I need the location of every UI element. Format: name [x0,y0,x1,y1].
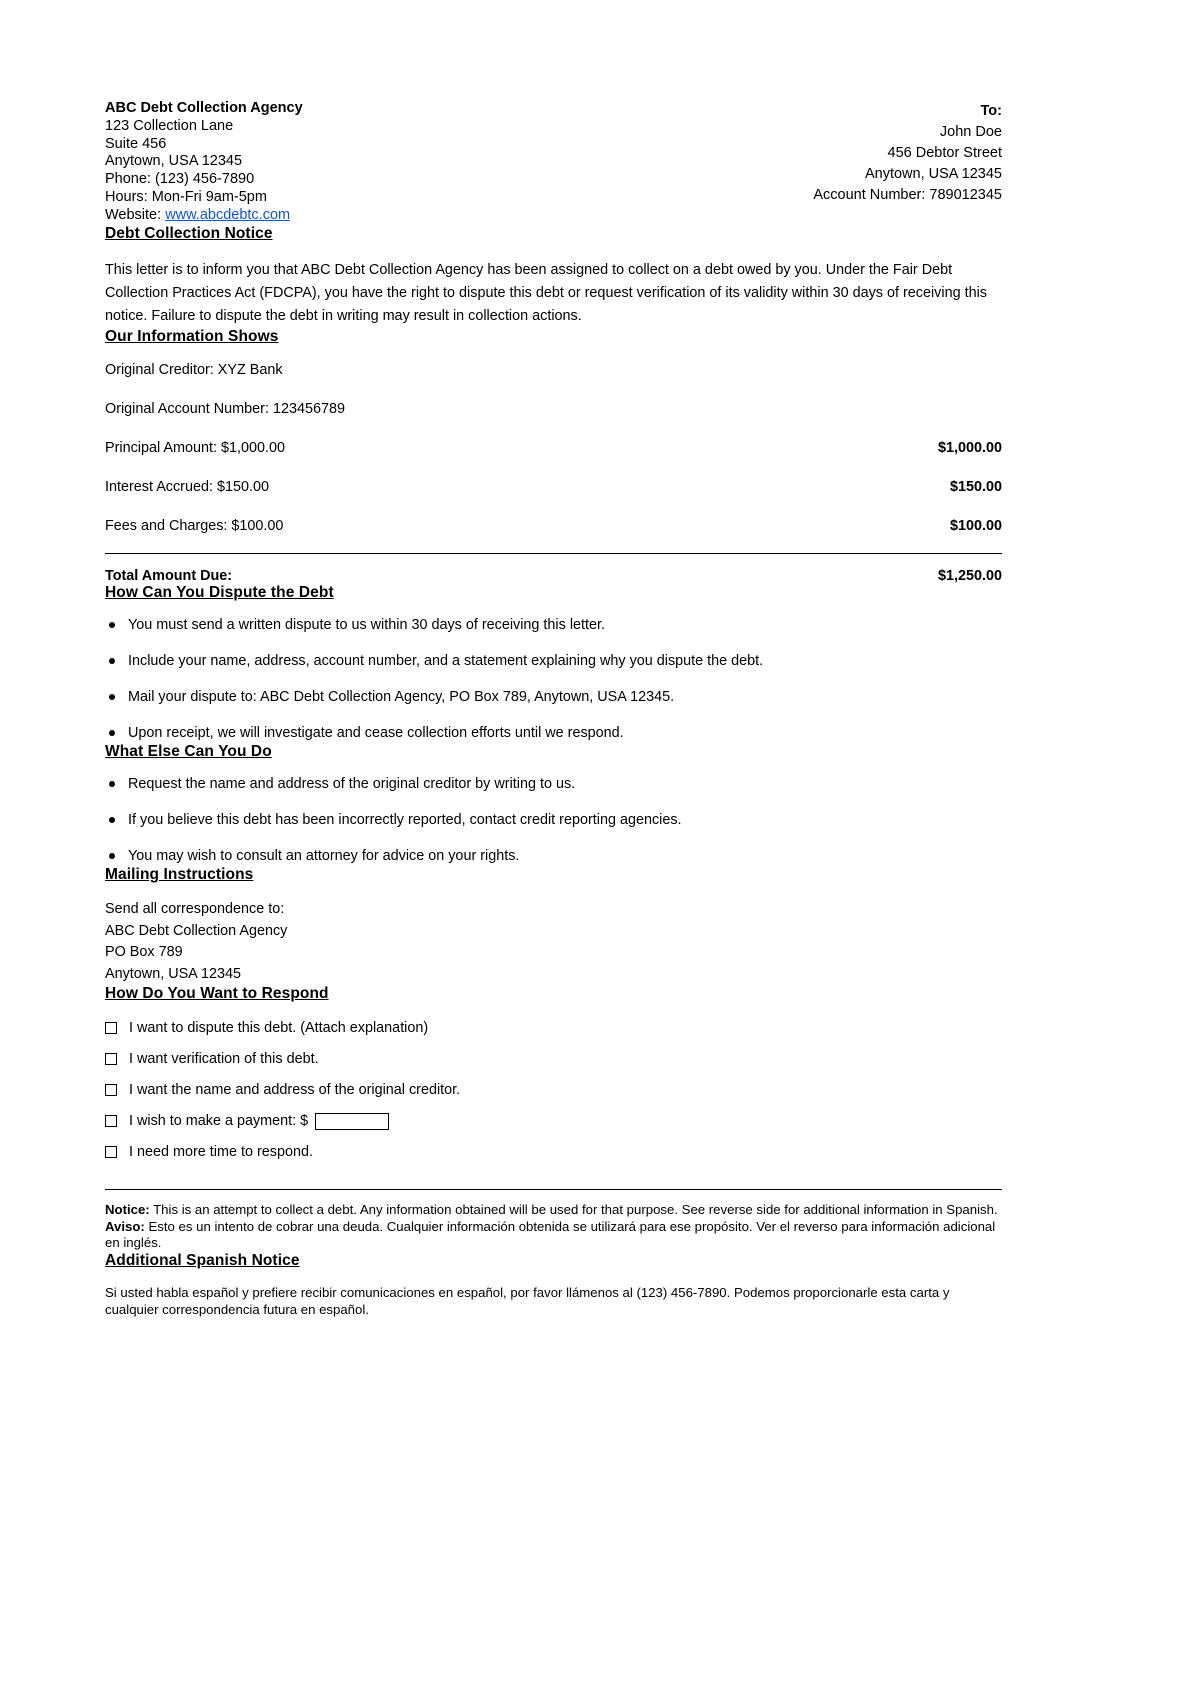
sender-phone: Phone: (123) 456-7890 [105,171,255,188]
respond-option-label: I want to dispute this debt. (Attach explanation) [129,1020,429,1037]
footer-notice-lead: Notice: [105,1202,150,1218]
website-link[interactable]: www.abcdebtc.com [165,206,291,223]
recipient-street: 456 Debtor Street [887,145,1002,161]
information-row-label: Original Account Number: 123456789 [105,401,345,418]
mailing-address-block [105,899,1002,985]
list-item-text: Upon receipt, we will investigate and cease collection efforts until we respond. [128,725,624,742]
information-row-label: Original Creditor: XYZ Bank [105,362,283,379]
information-row-amount: $1,000.00 [937,440,1002,457]
information-row [105,477,1002,497]
list-item-text: If you believe this debt has been incorrectly reported, contact credit reporting agencies. [128,812,682,829]
what-else-bullet-list [105,774,1002,866]
information-row-label: Fees and Charges: $100.00 [105,518,284,535]
total-amount-due-value: $1,250.00 [937,568,1002,585]
bullet-dot-icon [109,730,115,736]
mailing-line-3: PO Box 789 [105,944,183,961]
list-item-text: You must send a written dispute to us within 30 days of receiving this letter. [128,617,606,634]
respond-option-more-time[interactable] [105,1143,1002,1161]
respond-option-label: I need more time to respond. [129,1144,313,1161]
recipient-address-block [813,100,1002,206]
information-row-amount: $100.00 [949,518,1002,535]
footer-notice-text: This is an attempt to collect a debt. Any information obtained will be used for that purpose. See reverse side for additional information in Spanish. [149,1202,998,1218]
heading-debt-collection-notice: Debt Collection Notice [105,224,273,242]
information-row [105,360,1002,380]
footer-aviso-lead: Aviso: [105,1218,145,1234]
recipient-name: John Doe [939,124,1002,140]
footer-aviso-text: Esto es un intento de cobrar una deuda. Cualquier información obtenida se utilizará para ese propósito. Ver el reverso para información adicional en inglés. [105,1218,996,1251]
recipient-account-number: Account Number: 789012345 [813,187,1002,203]
checkbox-verification-of-debt[interactable] [105,1053,117,1065]
bullet-dot-icon [109,853,115,859]
information-row-label: Principal Amount: $1,000.00 [105,440,286,457]
respond-option-original-creditor[interactable] [105,1081,1002,1099]
payment-amount-input[interactable] [315,1113,389,1130]
sender-address-line-3: Anytown, USA 12345 [105,153,243,170]
information-row [105,516,1002,536]
checkbox-original-creditor-info[interactable] [105,1084,117,1096]
notice-body-text: This letter is to inform you that ABC Debt Collection Agency has been assigned to collect on a debt owed by you. Under the Fair Debt Collection Practices Act (FDCPA), you have the right to dispute this debt or request verification of its validity within 30 days of receiving this notice. Failure to dispute the debt in writing may result in collection actions. [105,261,987,324]
sender-address-line-2: Suite 456 [105,135,167,152]
dispute-bullet-list [105,615,1002,743]
footer-divider-rule [105,1189,1002,1190]
heading-mailing-instructions: Mailing Instructions [105,866,254,884]
list-item-text: Request the name and address of the original creditor by writing to us. [128,776,576,793]
website-label: Website: [105,206,166,223]
bullet-dot-icon [109,694,115,700]
total-divider-rule [105,553,1002,554]
list-item [105,810,1002,830]
respond-options-list [105,1019,1002,1161]
respond-option-verification[interactable] [105,1050,1002,1068]
bullet-dot-icon [109,817,115,823]
list-item [105,615,1002,635]
respond-option-label: I wish to make a payment: $ [129,1113,309,1130]
list-item [105,723,1002,743]
list-item [105,846,1002,866]
list-item [105,651,1002,671]
checkbox-make-a-payment[interactable] [105,1115,117,1127]
mailing-line-4: Anytown, USA 12345 [105,965,242,982]
total-amount-due-row [105,568,1002,584]
recipient-city-state-zip: Anytown, USA 12345 [864,166,1002,182]
footer-notice-block [105,1202,1002,1252]
respond-option-dispute[interactable] [105,1019,1002,1037]
information-row [105,399,1002,419]
mailing-line-1: Send all correspondence to: [105,901,285,918]
information-rows [105,360,1002,536]
list-item-text: Include your name, address, account number, and a statement explaining why you dispute the debt. [128,653,764,670]
sender-website-row [105,207,303,225]
respond-option-make-payment[interactable] [105,1112,1002,1130]
recipient-to-label: To: [980,103,1002,119]
heading-our-information-shows: Our Information Shows [105,328,279,346]
checkbox-need-more-time[interactable] [105,1146,117,1158]
heading-additional-spanish-notice: Additional Spanish Notice [105,1251,300,1269]
spanish-notice-body: Si usted habla español y prefiere recibir comunicaciones en español, por favor llámenos al (123) 456-7890. Podemos proporcionarle esta carta y cualquier correspondencia futura en español. [105,1284,950,1318]
sender-hours: Hours: Mon-Fri 9am-5pm [105,188,267,205]
list-item [105,687,1002,707]
checkbox-dispute-debt[interactable] [105,1022,117,1034]
sender-address-block [105,100,303,225]
list-item-text: Mail your dispute to: ABC Debt Collection Agency, PO Box 789, Anytown, USA 12345. [128,689,675,706]
heading-how-do-you-want-to-respond: How Do You Want to Respond [105,985,329,1003]
information-row [105,438,1002,458]
respond-option-label: I want verification of this debt. [129,1051,319,1068]
information-row-amount: $150.00 [949,479,1002,496]
bullet-dot-icon [109,622,115,628]
respond-option-label: I want the name and address of the original creditor. [129,1082,461,1099]
total-amount-due-label: Total Amount Due: [105,568,233,585]
mailing-line-2: ABC Debt Collection Agency [105,922,288,939]
footer-notice-spanish [105,1219,1002,1252]
footer-notice-english [105,1202,1002,1219]
heading-how-can-you-dispute-the-debt: How Can You Dispute the Debt [105,584,334,602]
bullet-dot-icon [109,781,115,787]
sender-company-name: ABC Debt Collection Agency [105,100,303,116]
heading-what-else-can-you-do: What Else Can You Do [105,743,272,761]
sender-address-line-1: 123 Collection Lane [105,117,234,134]
bullet-dot-icon [109,658,115,664]
list-item [105,774,1002,794]
letter-header [105,100,1002,225]
information-row-label: Interest Accrued: $150.00 [105,479,270,496]
list-item-text: You may wish to consult an attorney for advice on your rights. [128,848,520,865]
